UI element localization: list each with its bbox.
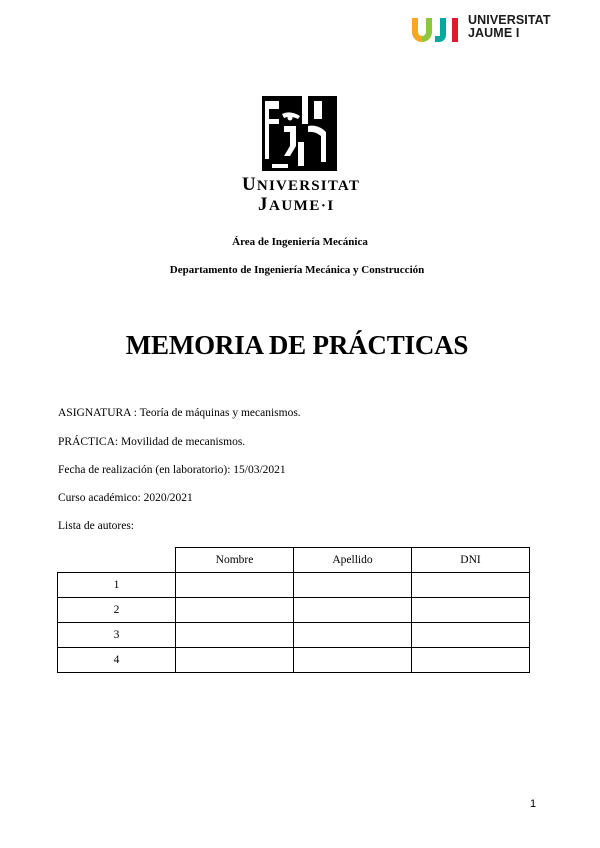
page-number: 1 [530,798,537,810]
table-row [58,648,530,673]
lista-autores-label: Lista de autores: [58,520,135,532]
table-row [58,623,530,648]
nombre-cell[interactable] [176,648,294,673]
nombre-cell[interactable] [176,598,294,623]
row-number: 1 [58,573,176,598]
nombre-cell[interactable] [176,623,294,648]
apellido-cell[interactable] [294,648,412,673]
university-emblem-icon [262,96,337,171]
curso-field: Curso académico: 2020/2021 [58,492,193,504]
row-number: 3 [58,623,176,648]
uji-logo-mark-icon [410,16,464,42]
dni-cell[interactable] [412,573,530,598]
emblem-wordmark: UNIVERSITAT JAUME·I [242,174,361,215]
row-number: 2 [58,598,176,623]
table-row [58,598,530,623]
department-heading: Departamento de Ingeniería Mecánica y Construcción [169,264,425,276]
header-dni: DNI [412,548,530,573]
area-heading: Área de Ingeniería Mecánica [232,236,368,248]
header-apellido: Apellido [294,548,412,573]
apellido-cell[interactable] [294,623,412,648]
practica-field: PRÁCTICA: Movilidad de mecanismos. [58,436,246,448]
dni-cell[interactable] [412,648,530,673]
apellido-cell[interactable] [294,573,412,598]
fecha-field: Fecha de realización (en laboratorio): 15/03/2021 [58,464,286,476]
table-corner-cell [58,548,176,573]
page-title: MEMORIA DE PRÁCTICAS [125,330,469,360]
logo-text: UNIVERSITAT JAUME I [468,13,551,40]
row-number: 4 [58,648,176,673]
asignatura-field: ASIGNATURA : Teoría de máquinas y mecanismos. [58,407,301,419]
authors-table [57,547,530,673]
nombre-cell[interactable] [176,573,294,598]
dni-cell[interactable] [412,598,530,623]
dni-cell[interactable] [412,623,530,648]
uji-logo [410,14,560,44]
header-nombre: Nombre [176,548,294,573]
table-row [58,573,530,598]
apellido-cell[interactable] [294,598,412,623]
table-header-row [58,548,530,573]
